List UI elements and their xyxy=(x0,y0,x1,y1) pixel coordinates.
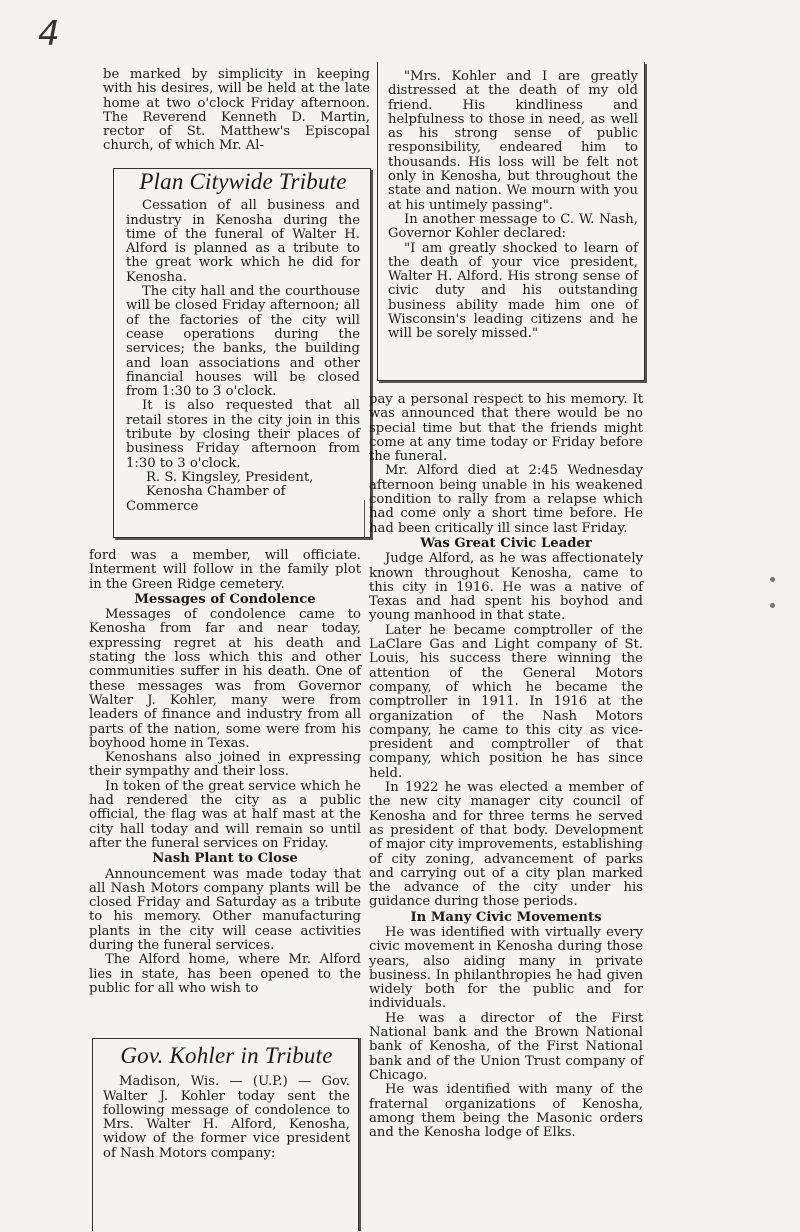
section-heading: Messages of Condolence xyxy=(134,591,316,607)
article-text: Messages of condolence came to Kenosha from far and near today, expressing regret at his death and stating the loss which this and other communities suffer in his death. One of these messages was from Governor Walter J. Kohler, many were from leaders of finance and industry from all parts of the nation, some were from his boyhood home in Texas. xyxy=(89,607,361,751)
kohler-quote-box xyxy=(377,62,645,381)
section-heading: Was Great Civic Leader xyxy=(420,535,592,551)
article-text: He was a director of the First National bank and the Brown National bank of Kenosha, of the First National bank and of the Union Trust company of Chicago. xyxy=(369,1010,643,1083)
article-text: Kenoshans also joined in expressing their sympathy and their loss. xyxy=(89,750,361,780)
article-text: ford was a member, will officiate. Interment will follow in the family plot in the Green Ridge cemetery. xyxy=(89,548,361,592)
column-2-body xyxy=(369,393,643,1140)
article-text: Announcement was made today that all Nash Motors company plants will be closed Friday and Saturday as a tribute to his memory. Other manufacturing plants in the city will cease activities during the funeral services. xyxy=(89,866,361,954)
quote-paragraph: In another message to C. W. Nash, Governor Kohler declared: xyxy=(388,211,638,242)
box-paragraph: It is also requested that all retail stores in the city join in this tribute by closing their places of business Friday afternoon from 1:30 to 3 o'clock. xyxy=(126,398,360,471)
column-1-top xyxy=(103,68,370,154)
box-paragraph: The city hall and the courthouse will be closed Friday afternoon; all of the factories of the city will cease operations during the services; the banks, the building and loan associations and other financial houses will be closed from 1:30 to 3 o'clock. xyxy=(126,284,360,400)
article-text: In token of the great service which he had rendered the city as a public official, the flag was at half mast at the city hall today and will remain so until after the funeral services on Friday. xyxy=(89,778,361,851)
scan-mark xyxy=(770,577,775,582)
box-title: Plan Citywide Tribute xyxy=(139,169,347,194)
article-text: He was identified with many of the fraternal organizations of Kenosha, among them being the Masonic orders and the Kenosha lodge of Elks. xyxy=(369,1082,643,1141)
quote-paragraph: "I am greatly shocked to learn of the death of your vice president, Walter H. Alford. His strong sense of civic duty and his outstanding business ability made him one of Wisconsin's leading citizens and he will be sorely missed." xyxy=(388,240,638,342)
scan-mark xyxy=(770,603,775,608)
column-1-body xyxy=(89,549,361,996)
article-text: The Alford home, where Mr. Alford lies in state, has been opened to the public for all who wish to xyxy=(89,952,361,996)
page-number: 4 xyxy=(38,14,60,54)
article-text: Judge Alford, as he was affectionately known throughout Kenosha, came to this city in 1916. He was a native of Texas and had spent his boyhod and young manhood in that state. xyxy=(369,551,643,624)
box-signature: R. S. Kingsley, President, xyxy=(146,469,314,485)
section-heading: Nash Plant to Close xyxy=(152,851,298,867)
section-heading: In Many Civic Movements xyxy=(410,909,602,925)
article-text: Mr. Alford died at 2:45 Wednesday afternoon being unable in his weakened condition to rally from a relapse which had come only a short time before. He had been critically ill since last Friday. xyxy=(369,463,643,536)
article-text: Later he became comptroller of the LaClare Gas and Light company of St. Louis, his success there winning the attention of the General Motors company, of which he became the comptroller in 1911. In 1916 at the organization of the Nash Motors company, he came to this city as vice-president and comptroller of that company, which position he has since held. xyxy=(369,622,643,781)
article-text: be marked by simplicity in keeping with his desires, will be held at the late home at two o'clock Friday afternoon. The Reverend Kenneth D. Martin, rector of St. Matthew's Episcopal church, of which Mr. Al- xyxy=(103,67,370,154)
kohler-tribute-box xyxy=(92,1038,359,1231)
quote-paragraph: "Mrs. Kohler and I are greatly distressed at the death of my old friend. His kindliness and helpfulness to those in need, as well as his strong sense of public responsibility, endeared him to thousands. His loss will be felt not only in Kenosha, but throughout the state and nation. We mourn with you at his untimely passing". xyxy=(388,69,638,213)
box-title: Gov. Kohler in Tribute xyxy=(120,1043,333,1068)
box-signature-org: Kenosha Chamber of Commerce xyxy=(126,484,286,514)
box-paragraph: Cessation of all business and industry in Kenosha during the time of the funeral of Walter H. Alford is planned as a tribute to the great work which he did for Kenosha. xyxy=(126,198,360,285)
article-text: In 1922 he was elected a member of the new city manager city council of Kenosha and for three terms he served as president of that body. Development of major city improvements, establishing of city zoning, advancement of parks and carrying out of a city plan marked the advance of the city under his guidance during those periods. xyxy=(369,780,643,910)
article-text: He was identified with virtually every civic movement in Kenosha during those years, also aiding many in private business. In philanthropies he had given widely both for the public and for individuals. xyxy=(369,924,643,1012)
box-paragraph: Madison, Wis. — (U.P.) — Gov. Walter J. Kohler today sent the following message of condolence to Mrs. Walter H. Alford, Kenosha, widow of the former vice president of Nash Motors company: xyxy=(103,1074,350,1161)
column-rule xyxy=(364,500,365,540)
citywide-tribute-box xyxy=(113,168,371,538)
article-text: pay a personal respect to his memory. It was announced that there would be no special time but that the friends might come at any time today or Friday before the funeral. xyxy=(369,392,643,465)
